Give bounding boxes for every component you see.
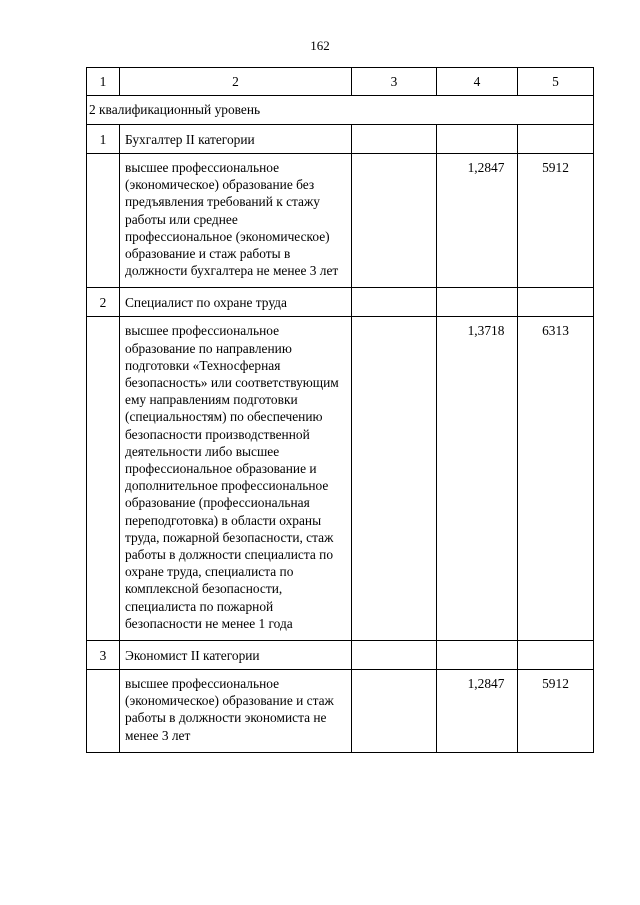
header-cell-1: 1: [87, 68, 120, 96]
position-empty-cell: [437, 641, 518, 670]
position-row: [87, 125, 594, 154]
page-number: 162: [310, 38, 330, 53]
qualification-table: [86, 67, 594, 753]
requirements-row: [87, 670, 594, 753]
column-3-cell: [352, 670, 437, 753]
salary-coefficient: 1,3718: [437, 317, 518, 641]
requirements-empty-cell: [87, 154, 120, 288]
qualification-level-title: 2 квалификационный уровень: [87, 96, 594, 125]
position-empty-cell: [518, 288, 594, 317]
position-empty-cell: [437, 288, 518, 317]
position-empty-cell: [518, 125, 594, 154]
position-empty-cell: [437, 125, 518, 154]
qualification-level-row: [87, 96, 594, 125]
position-number: 2: [87, 288, 120, 317]
position-empty-cell: [352, 641, 437, 670]
table-header-row: [87, 68, 594, 96]
salary-coefficient: 1,2847: [437, 670, 518, 753]
position-requirements: высшее профессиональное (экономическое) образование без предъявления требований к стажу работы или среднее профессиональное (экономическое) образование и стаж работы в должности бухгалтера не менее 3 лет: [120, 154, 352, 288]
requirements-empty-cell: [87, 670, 120, 753]
salary-amount: 6313: [518, 317, 594, 641]
position-requirements: высшее профессиональное образование по направлению подготовки «Техносферная безопасность» или соответствующим ему направлениям подготовки (специальностям) по обеспечению безопасности производственной деятельности либо высшее профессиональное образование и дополнительное профессиональное образование (профессиональная переподготовка) в области охраны труда, пожарной безопасности, стаж работы в должности специалиста по охране труда, специалиста по комплексной безопасности, специалиста по пожарной безопасности не менее 1 года: [120, 317, 352, 641]
salary-coefficient: 1,2847: [437, 154, 518, 288]
salary-amount: 5912: [518, 670, 594, 753]
position-title: Экономист II категории: [120, 641, 352, 670]
position-empty-cell: [518, 641, 594, 670]
position-requirements: высшее профессиональное (экономическое) образование и стаж работы в должности экономиста не менее 3 лет: [120, 670, 352, 753]
position-number: 1: [87, 125, 120, 154]
requirements-empty-cell: [87, 317, 120, 641]
column-3-cell: [352, 317, 437, 641]
position-row: [87, 641, 594, 670]
header-cell-4: 4: [437, 68, 518, 96]
position-title: Бухгалтер II категории: [120, 125, 352, 154]
position-title: Специалист по охране труда: [120, 288, 352, 317]
position-empty-cell: [352, 288, 437, 317]
header-cell-3: 3: [352, 68, 437, 96]
position-empty-cell: [352, 125, 437, 154]
salary-amount: 5912: [518, 154, 594, 288]
header-cell-2: 2: [120, 68, 352, 96]
header-cell-5: 5: [518, 68, 594, 96]
requirements-row: [87, 154, 594, 288]
column-3-cell: [352, 154, 437, 288]
position-row: [87, 288, 594, 317]
position-number: 3: [87, 641, 120, 670]
requirements-row: [87, 317, 594, 641]
